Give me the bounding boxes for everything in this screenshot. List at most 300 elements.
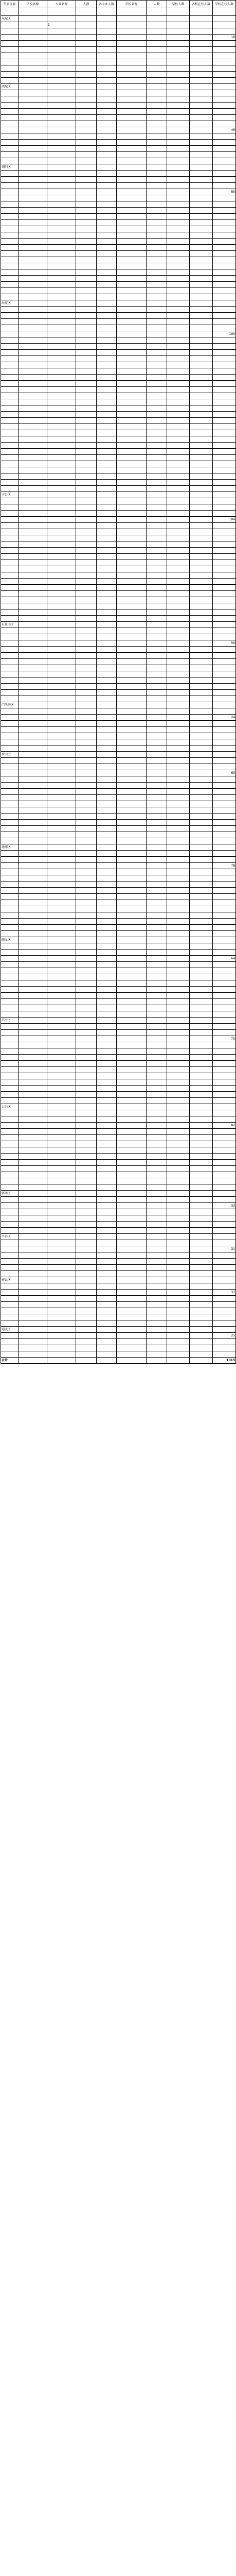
table-cell bbox=[213, 1104, 236, 1110]
table-row bbox=[1, 943, 236, 950]
table-cell bbox=[117, 640, 147, 647]
table-cell bbox=[97, 640, 117, 647]
table-cell bbox=[76, 1265, 97, 1271]
table-cell bbox=[47, 628, 76, 634]
table-cell bbox=[1, 65, 19, 72]
table-cell bbox=[97, 1067, 117, 1073]
table-cell bbox=[1, 121, 19, 127]
table-row bbox=[1, 715, 236, 721]
table-cell bbox=[147, 443, 167, 449]
table-cell bbox=[1, 554, 19, 560]
table-cell bbox=[190, 1178, 213, 1184]
table-cell bbox=[167, 566, 190, 572]
table-cell bbox=[190, 1135, 213, 1141]
table-row bbox=[1, 1240, 236, 1246]
table-cell bbox=[117, 517, 147, 523]
table-cell bbox=[117, 554, 147, 560]
table-cell bbox=[190, 1005, 213, 1011]
table-cell bbox=[117, 572, 147, 579]
table-cell bbox=[47, 745, 76, 752]
table-cell bbox=[147, 245, 167, 251]
table-cell bbox=[117, 288, 147, 294]
table-cell bbox=[213, 968, 236, 974]
table-cell bbox=[147, 220, 167, 226]
table-cell bbox=[117, 1265, 147, 1271]
table-cell bbox=[47, 84, 76, 90]
table-cell bbox=[190, 1333, 213, 1339]
table-cell bbox=[147, 894, 167, 900]
table-cell bbox=[47, 814, 76, 820]
table-cell bbox=[1, 282, 19, 288]
table-cell bbox=[97, 820, 117, 826]
table-cell bbox=[213, 875, 236, 882]
table-cell bbox=[190, 35, 213, 41]
table-cell bbox=[76, 560, 97, 566]
table-cell bbox=[97, 863, 117, 869]
table-cell bbox=[76, 449, 97, 455]
table-cell bbox=[97, 183, 117, 189]
table-cell bbox=[19, 789, 47, 795]
table-cell bbox=[147, 164, 167, 171]
table-row bbox=[1, 350, 236, 356]
table-cell bbox=[47, 906, 76, 912]
table-cell bbox=[213, 1067, 236, 1073]
table-cell bbox=[117, 1308, 147, 1314]
table-cell bbox=[213, 399, 236, 405]
table-cell bbox=[76, 263, 97, 269]
table-cell bbox=[147, 807, 167, 814]
table-cell bbox=[147, 418, 167, 424]
table-cell bbox=[47, 869, 76, 875]
table-cell bbox=[1, 245, 19, 251]
table-cell bbox=[76, 1073, 97, 1079]
table-cell bbox=[97, 733, 117, 739]
table-cell bbox=[190, 239, 213, 245]
table-cell bbox=[76, 752, 97, 758]
table-cell bbox=[190, 968, 213, 974]
table-cell bbox=[147, 177, 167, 183]
table-cell bbox=[19, 78, 47, 84]
table-cell bbox=[47, 832, 76, 838]
table-cell bbox=[19, 684, 47, 690]
table-cell bbox=[1, 424, 19, 430]
table-cell bbox=[47, 455, 76, 461]
table-cell bbox=[213, 622, 236, 628]
table-cell bbox=[19, 90, 47, 96]
table-cell bbox=[97, 1123, 117, 1129]
table-cell bbox=[213, 585, 236, 591]
table-cell bbox=[117, 59, 147, 65]
table-cell bbox=[47, 325, 76, 331]
table-cell bbox=[97, 696, 117, 702]
table-cell bbox=[1, 758, 19, 764]
table-cell: 85 bbox=[213, 189, 236, 195]
table-cell bbox=[76, 1005, 97, 1011]
table-cell bbox=[167, 399, 190, 405]
table-cell bbox=[190, 628, 213, 634]
table-cell bbox=[190, 146, 213, 152]
table-row bbox=[1, 523, 236, 529]
table-cell bbox=[1, 152, 19, 158]
table-cell bbox=[47, 1141, 76, 1147]
table-cell bbox=[167, 974, 190, 980]
table-cell bbox=[190, 486, 213, 492]
table-cell bbox=[47, 356, 76, 362]
table-cell bbox=[167, 622, 190, 628]
table-cell bbox=[190, 554, 213, 560]
table-cell bbox=[147, 183, 167, 189]
table-cell bbox=[47, 375, 76, 381]
table-cell bbox=[1, 789, 19, 795]
table-cell bbox=[76, 1252, 97, 1259]
table-cell bbox=[97, 1048, 117, 1055]
table-cell bbox=[76, 1191, 97, 1197]
table-cell bbox=[76, 579, 97, 585]
table-cell bbox=[76, 665, 97, 671]
table-cell bbox=[1, 1240, 19, 1246]
table-cell bbox=[1, 133, 19, 140]
table-cell bbox=[97, 585, 117, 591]
table-cell bbox=[19, 1166, 47, 1172]
table-cell bbox=[213, 498, 236, 504]
table-cell bbox=[213, 1160, 236, 1166]
table-row bbox=[1, 41, 236, 47]
table-cell bbox=[47, 1005, 76, 1011]
table-cell bbox=[97, 325, 117, 331]
table-cell bbox=[117, 1240, 147, 1246]
table-cell bbox=[117, 745, 147, 752]
table-cell bbox=[213, 1271, 236, 1277]
table-cell bbox=[213, 1197, 236, 1203]
table-cell bbox=[213, 1265, 236, 1271]
table-cell bbox=[167, 152, 190, 158]
table-row bbox=[1, 882, 236, 888]
table-cell bbox=[213, 857, 236, 863]
table-cell bbox=[213, 727, 236, 733]
table-cell bbox=[147, 844, 167, 851]
table-cell bbox=[147, 1018, 167, 1024]
table-row bbox=[1, 535, 236, 541]
table-cell bbox=[19, 1172, 47, 1178]
table-row bbox=[1, 251, 236, 257]
table-cell bbox=[19, 22, 47, 28]
table-cell bbox=[213, 356, 236, 362]
table-cell bbox=[117, 980, 147, 987]
table-row bbox=[1, 1327, 236, 1333]
table-cell bbox=[117, 195, 147, 201]
table-cell: 平谷区 bbox=[1, 1234, 19, 1240]
table-cell bbox=[19, 1265, 47, 1271]
table-cell bbox=[147, 115, 167, 121]
table-cell bbox=[167, 1358, 190, 1364]
table-cell bbox=[147, 146, 167, 152]
table-cell bbox=[97, 269, 117, 276]
table-cell bbox=[213, 214, 236, 220]
table-cell bbox=[47, 597, 76, 603]
table-cell bbox=[76, 1209, 97, 1215]
table-row bbox=[1, 733, 236, 739]
table-cell bbox=[167, 628, 190, 634]
table-row bbox=[1, 208, 236, 214]
table-cell bbox=[213, 733, 236, 739]
table-cell bbox=[190, 449, 213, 455]
table-cell bbox=[213, 776, 236, 783]
table-cell bbox=[117, 826, 147, 832]
table-cell bbox=[147, 381, 167, 387]
table-cell bbox=[147, 405, 167, 412]
table-cell bbox=[117, 436, 147, 443]
table-cell bbox=[76, 1166, 97, 1172]
table-cell bbox=[97, 677, 117, 684]
table-cell bbox=[97, 956, 117, 962]
table-cell bbox=[167, 294, 190, 300]
table-cell bbox=[19, 974, 47, 980]
table-cell bbox=[117, 1030, 147, 1036]
table-cell bbox=[76, 1290, 97, 1296]
table-cell bbox=[76, 121, 97, 127]
table-cell bbox=[213, 158, 236, 164]
table-cell bbox=[1, 127, 19, 133]
table-cell bbox=[147, 715, 167, 721]
table-cell: 37 bbox=[213, 1290, 236, 1296]
table-cell bbox=[117, 758, 147, 764]
table-cell bbox=[76, 381, 97, 387]
table-cell bbox=[190, 1098, 213, 1104]
header-row bbox=[1, 1, 236, 8]
table-cell bbox=[167, 1024, 190, 1030]
table-cell bbox=[19, 733, 47, 739]
table-cell bbox=[213, 523, 236, 529]
table-cell: 东城区 bbox=[1, 16, 19, 22]
table-cell bbox=[19, 579, 47, 585]
table-cell bbox=[1, 511, 19, 517]
table-cell bbox=[147, 189, 167, 195]
table-cell bbox=[1, 1314, 19, 1320]
table-cell bbox=[167, 319, 190, 325]
table-cell bbox=[147, 770, 167, 776]
table-cell bbox=[117, 1283, 147, 1290]
table-cell bbox=[1, 1333, 19, 1339]
table-cell bbox=[47, 1290, 76, 1296]
table-cell bbox=[213, 84, 236, 90]
table-cell bbox=[47, 708, 76, 715]
table-cell bbox=[97, 480, 117, 486]
table-cell bbox=[1, 900, 19, 906]
table-cell bbox=[19, 387, 47, 393]
table-cell bbox=[147, 467, 167, 473]
table-cell bbox=[147, 1129, 167, 1135]
table-cell bbox=[117, 103, 147, 109]
table-cell bbox=[76, 622, 97, 628]
table-cell bbox=[97, 405, 117, 412]
table-cell bbox=[19, 319, 47, 325]
table-cell bbox=[19, 257, 47, 263]
table-row bbox=[1, 1203, 236, 1209]
table-row bbox=[1, 319, 236, 325]
table-cell bbox=[1, 232, 19, 239]
table-cell bbox=[147, 838, 167, 844]
table-row bbox=[1, 721, 236, 727]
table-cell bbox=[117, 325, 147, 331]
table-row bbox=[1, 894, 236, 900]
table-cell bbox=[147, 269, 167, 276]
table-cell bbox=[97, 826, 117, 832]
table-cell bbox=[167, 795, 190, 801]
table-row bbox=[1, 84, 236, 90]
table-cell bbox=[97, 776, 117, 783]
table-cell bbox=[47, 801, 76, 807]
table-cell bbox=[19, 925, 47, 931]
table-cell bbox=[19, 418, 47, 424]
table-cell bbox=[76, 517, 97, 523]
table-cell bbox=[147, 368, 167, 375]
table-cell bbox=[213, 1024, 236, 1030]
table-row bbox=[1, 53, 236, 59]
table-cell bbox=[213, 412, 236, 418]
table-row bbox=[1, 980, 236, 987]
table-cell bbox=[47, 1345, 76, 1351]
table-cell bbox=[19, 381, 47, 387]
table-cell bbox=[1, 399, 19, 405]
table-cell bbox=[97, 158, 117, 164]
table-cell bbox=[213, 1215, 236, 1222]
table-cell bbox=[190, 764, 213, 770]
table-cell bbox=[97, 838, 117, 844]
table-cell bbox=[117, 609, 147, 616]
table-row bbox=[1, 875, 236, 882]
table-cell bbox=[1, 888, 19, 894]
table-cell bbox=[167, 671, 190, 677]
table-cell bbox=[167, 189, 190, 195]
table-cell bbox=[76, 480, 97, 486]
table-cell bbox=[19, 1129, 47, 1135]
table-cell bbox=[167, 1178, 190, 1184]
table-cell bbox=[19, 214, 47, 220]
table-cell bbox=[190, 906, 213, 912]
table-cell bbox=[97, 1259, 117, 1265]
table-cell bbox=[1, 548, 19, 554]
table-cell bbox=[213, 467, 236, 473]
table-cell bbox=[213, 1154, 236, 1160]
table-cell bbox=[117, 1154, 147, 1160]
table-cell bbox=[190, 832, 213, 838]
table-cell bbox=[97, 900, 117, 906]
table-cell bbox=[97, 208, 117, 214]
table-cell bbox=[97, 1116, 117, 1123]
table-cell bbox=[76, 127, 97, 133]
table-cell bbox=[76, 158, 97, 164]
table-cell bbox=[1, 943, 19, 950]
table-cell bbox=[190, 412, 213, 418]
table-cell bbox=[167, 987, 190, 993]
table-row bbox=[1, 59, 236, 65]
table-cell bbox=[213, 987, 236, 993]
table-cell bbox=[97, 832, 117, 838]
table-cell bbox=[213, 962, 236, 968]
table-cell bbox=[1, 535, 19, 541]
table-cell bbox=[1, 820, 19, 826]
table-cell bbox=[97, 1135, 117, 1141]
table-cell bbox=[97, 974, 117, 980]
table-cell bbox=[19, 443, 47, 449]
table-cell bbox=[19, 912, 47, 919]
table-cell bbox=[76, 1178, 97, 1184]
table-cell bbox=[97, 96, 117, 103]
header-cell: 人数 bbox=[147, 1, 167, 8]
table-cell bbox=[1, 368, 19, 375]
table-cell bbox=[76, 424, 97, 430]
table-cell bbox=[213, 597, 236, 603]
table-cell bbox=[76, 1141, 97, 1147]
table-row bbox=[1, 616, 236, 622]
table-cell bbox=[47, 956, 76, 962]
table-cell bbox=[167, 381, 190, 387]
table-cell bbox=[147, 498, 167, 504]
table-cell bbox=[190, 1018, 213, 1024]
table-cell bbox=[190, 473, 213, 480]
table-cell bbox=[76, 776, 97, 783]
table-cell bbox=[167, 1166, 190, 1172]
table-cell bbox=[19, 708, 47, 715]
table-cell bbox=[190, 133, 213, 140]
table-cell bbox=[190, 640, 213, 647]
table-cell bbox=[117, 158, 147, 164]
table-cell bbox=[47, 1178, 76, 1184]
table-cell bbox=[97, 548, 117, 554]
table-cell bbox=[19, 226, 47, 232]
table-cell bbox=[97, 1005, 117, 1011]
table-cell bbox=[19, 28, 47, 35]
table-header bbox=[1, 1, 236, 16]
table-cell bbox=[167, 956, 190, 962]
table-cell bbox=[97, 529, 117, 535]
table-cell bbox=[167, 770, 190, 776]
table-cell bbox=[97, 882, 117, 888]
table-cell: 延庆区 bbox=[1, 1327, 19, 1333]
table-cell bbox=[47, 677, 76, 684]
table-cell: 104 bbox=[213, 517, 236, 523]
table-row bbox=[1, 993, 236, 999]
table-cell bbox=[97, 90, 117, 96]
table-cell bbox=[190, 226, 213, 232]
table-cell bbox=[47, 696, 76, 702]
table-cell bbox=[47, 690, 76, 696]
table-row bbox=[1, 158, 236, 164]
table-cell bbox=[167, 1209, 190, 1215]
table-cell bbox=[19, 980, 47, 987]
table-cell bbox=[147, 294, 167, 300]
table-row bbox=[1, 381, 236, 387]
table-cell bbox=[117, 597, 147, 603]
table-cell bbox=[167, 1030, 190, 1036]
table-cell bbox=[147, 1271, 167, 1277]
table-cell bbox=[1, 362, 19, 368]
table-cell bbox=[97, 1351, 117, 1358]
table-cell bbox=[19, 1116, 47, 1123]
table-cell bbox=[97, 783, 117, 789]
table-cell bbox=[47, 894, 76, 900]
table-row bbox=[1, 127, 236, 133]
table-cell bbox=[213, 560, 236, 566]
table-row bbox=[1, 35, 236, 41]
table-cell bbox=[97, 1333, 117, 1339]
table-cell bbox=[117, 449, 147, 455]
table-cell bbox=[167, 65, 190, 72]
table-cell bbox=[190, 1327, 213, 1333]
table-cell bbox=[97, 1042, 117, 1048]
table-cell bbox=[76, 22, 97, 28]
table-cell bbox=[213, 313, 236, 319]
